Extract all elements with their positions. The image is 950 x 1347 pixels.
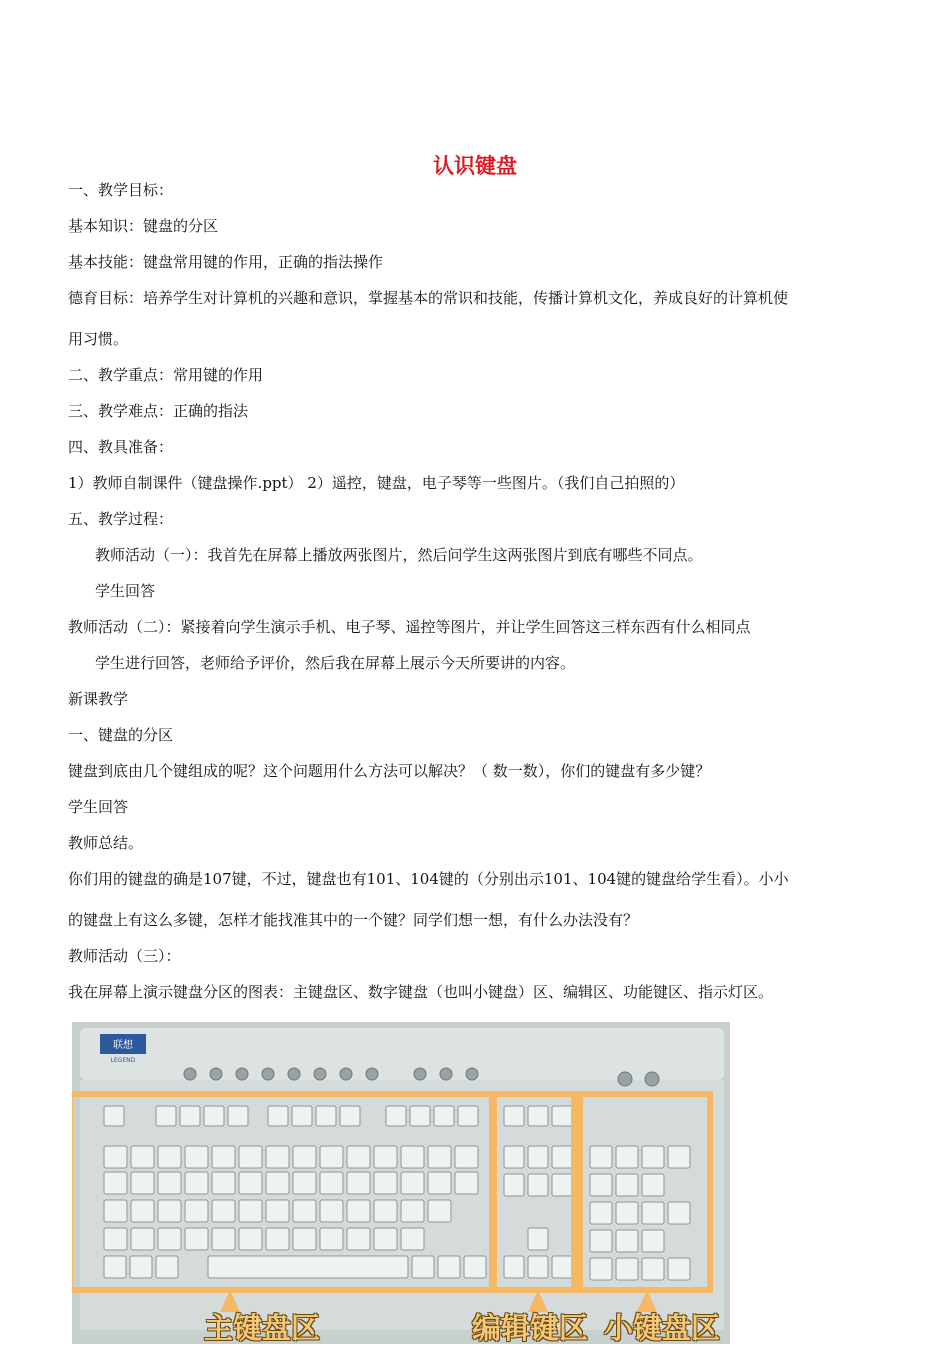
key — [642, 1230, 664, 1252]
key — [104, 1172, 127, 1194]
key — [185, 1200, 208, 1222]
key — [374, 1146, 397, 1168]
text-line: 你们用的键盘的确是107键，不过，键盘也有101、104键的（分别出示101、104键的键盘给学生看）。小小 — [68, 870, 789, 888]
key — [320, 1172, 343, 1194]
key — [590, 1230, 612, 1252]
text-line: 基本技能：键盘常用键的作用，正确的指法操作 — [68, 253, 384, 271]
key — [528, 1228, 548, 1250]
key — [292, 1106, 312, 1126]
key — [528, 1256, 548, 1278]
key — [504, 1174, 524, 1196]
key — [504, 1256, 524, 1278]
key — [428, 1146, 451, 1168]
key — [316, 1106, 336, 1126]
key — [428, 1200, 451, 1222]
key — [185, 1228, 208, 1250]
text-line: 用习惯。 — [68, 330, 129, 348]
key — [590, 1258, 612, 1280]
hotkey-button — [466, 1068, 478, 1080]
key — [428, 1172, 451, 1194]
key — [458, 1106, 478, 1126]
text-line: 学生回答 — [95, 582, 156, 600]
key — [552, 1106, 572, 1126]
key — [104, 1256, 126, 1278]
key — [552, 1146, 572, 1168]
brand-logo-en: LEGEND — [110, 1057, 136, 1064]
key — [212, 1172, 235, 1194]
new-lesson-heading: 新课教学 — [68, 690, 129, 708]
key — [616, 1202, 638, 1224]
key — [293, 1172, 316, 1194]
text-line: 学生进行回答，老师给予评价，然后我在屏幕上展示今天所要讲的内容。 — [95, 654, 576, 672]
key — [208, 1256, 408, 1278]
key — [386, 1106, 406, 1126]
key — [320, 1228, 343, 1250]
key — [504, 1106, 524, 1126]
key — [642, 1174, 664, 1196]
key — [104, 1228, 127, 1250]
key — [266, 1200, 289, 1222]
section-heading: 一、键盘的分区 — [68, 726, 174, 744]
key — [131, 1172, 154, 1194]
text-line: 德育目标：培养学生对计算机的兴趣和意识，掌握基本的常识和技能，传播计算机文化，养成良好的计算机使 — [68, 289, 789, 307]
key — [455, 1172, 478, 1194]
key — [410, 1106, 430, 1126]
key — [156, 1256, 178, 1278]
key — [131, 1200, 154, 1222]
hotkey-button — [184, 1068, 196, 1080]
hotkey-button — [210, 1068, 222, 1080]
key — [104, 1106, 124, 1126]
key — [239, 1200, 262, 1222]
key — [320, 1200, 343, 1222]
key — [130, 1256, 152, 1278]
key — [668, 1202, 690, 1224]
key — [401, 1146, 424, 1168]
key — [528, 1174, 548, 1196]
key — [616, 1174, 638, 1196]
key — [616, 1258, 638, 1280]
key — [320, 1146, 343, 1168]
text-line: 教师活动（三）： — [68, 947, 181, 965]
key — [239, 1172, 262, 1194]
key — [401, 1228, 424, 1250]
key — [552, 1256, 572, 1278]
key — [212, 1146, 235, 1168]
hotkey-button — [645, 1072, 659, 1086]
key — [668, 1146, 690, 1168]
key — [455, 1146, 478, 1168]
key — [552, 1174, 572, 1196]
key — [616, 1146, 638, 1168]
key — [347, 1228, 370, 1250]
key — [401, 1172, 424, 1194]
key — [266, 1146, 289, 1168]
hotkey-button — [288, 1068, 300, 1080]
key — [412, 1256, 434, 1278]
brand-logo-text: 联想 — [113, 1040, 133, 1051]
objectives-heading: 一、教学目标： — [68, 181, 174, 199]
key — [438, 1256, 460, 1278]
key — [268, 1106, 288, 1126]
numpad-zone-caption: 小键盘区 — [604, 1311, 721, 1345]
key-point-heading: 二、教学重点：常用键的作用 — [68, 366, 264, 384]
hotkey-button — [340, 1068, 352, 1080]
key — [158, 1200, 181, 1222]
key — [434, 1106, 454, 1126]
document-title: 认识键盘 — [433, 154, 517, 178]
key — [340, 1106, 360, 1126]
text-line: 我在屏幕上演示键盘分区的图表：主键盘区、数字键盘（也叫小键盘）区、编辑区、功能键区、指示灯区。 — [68, 983, 774, 1001]
key — [131, 1146, 154, 1168]
keyboard-zones-figure — [72, 1022, 730, 1344]
key — [347, 1146, 370, 1168]
key — [642, 1146, 664, 1168]
key — [266, 1228, 289, 1250]
edit-zone-caption: 编辑键区 — [472, 1311, 589, 1345]
key — [156, 1106, 176, 1126]
key — [131, 1228, 154, 1250]
key — [528, 1146, 548, 1168]
text-line: 的键盘上有这么多键，怎样才能找准其中的一个键？同学们想一想，有什么办法没有？ — [68, 911, 639, 929]
key — [528, 1106, 548, 1126]
key — [180, 1106, 200, 1126]
hotkey-button — [262, 1068, 274, 1080]
key — [104, 1146, 127, 1168]
hotkey-button — [440, 1068, 452, 1080]
hotkey-button — [236, 1068, 248, 1080]
hotkey-button — [414, 1068, 426, 1080]
text-line: 键盘到底由几个键组成的呢？这个问题用什么方法可以解决？（ 数一数），你们的键盘有多少键？ — [68, 762, 711, 780]
hotkey-button — [314, 1068, 326, 1080]
key — [158, 1228, 181, 1250]
key — [293, 1228, 316, 1250]
key — [204, 1106, 224, 1126]
key — [212, 1228, 235, 1250]
text-line: 教师总结。 — [68, 834, 144, 852]
text-line: 基本知识：键盘的分区 — [68, 217, 219, 235]
key — [158, 1146, 181, 1168]
key — [464, 1256, 486, 1278]
hotkey-button — [366, 1068, 378, 1080]
process-heading: 五、教学过程： — [68, 510, 174, 528]
text-line: 教师活动（一）：我首先在屏幕上播放两张图片，然后问学生这两张图片到底有哪些不同点。 — [95, 546, 703, 564]
key — [293, 1146, 316, 1168]
text-line: 1）教师自制课件（键盘操作.ppt） 2）遥控，键盘，电子琴等一些图片。（我们自己拍照的） — [68, 474, 685, 492]
key — [374, 1172, 397, 1194]
key — [104, 1200, 127, 1222]
key — [266, 1172, 289, 1194]
key — [347, 1200, 370, 1222]
key — [347, 1172, 370, 1194]
key — [642, 1258, 664, 1280]
key — [616, 1230, 638, 1252]
text-line: 学生回答 — [68, 798, 129, 816]
hotkey-button — [618, 1072, 632, 1086]
difficulty-heading: 三、教学难点：正确的指法 — [68, 402, 249, 420]
key — [504, 1146, 524, 1168]
key — [185, 1172, 208, 1194]
key — [401, 1200, 424, 1222]
key — [374, 1228, 397, 1250]
key — [239, 1146, 262, 1168]
keyboard-illustration — [72, 1022, 730, 1344]
key — [228, 1106, 248, 1126]
main-zone-caption: 主键盘区 — [204, 1311, 321, 1345]
text-line: 教师活动（二）：紧接着向学生演示手机、电子琴、遥控等图片，并让学生回答这三样东西有什么相同点 — [68, 618, 751, 636]
key — [293, 1200, 316, 1222]
key — [212, 1200, 235, 1222]
materials-heading: 四、教具准备： — [68, 438, 174, 456]
key — [158, 1172, 181, 1194]
key — [642, 1202, 664, 1224]
key — [590, 1174, 612, 1196]
key — [590, 1202, 612, 1224]
key — [590, 1146, 612, 1168]
key — [239, 1228, 262, 1250]
key — [185, 1146, 208, 1168]
key — [374, 1200, 397, 1222]
key — [668, 1258, 690, 1280]
